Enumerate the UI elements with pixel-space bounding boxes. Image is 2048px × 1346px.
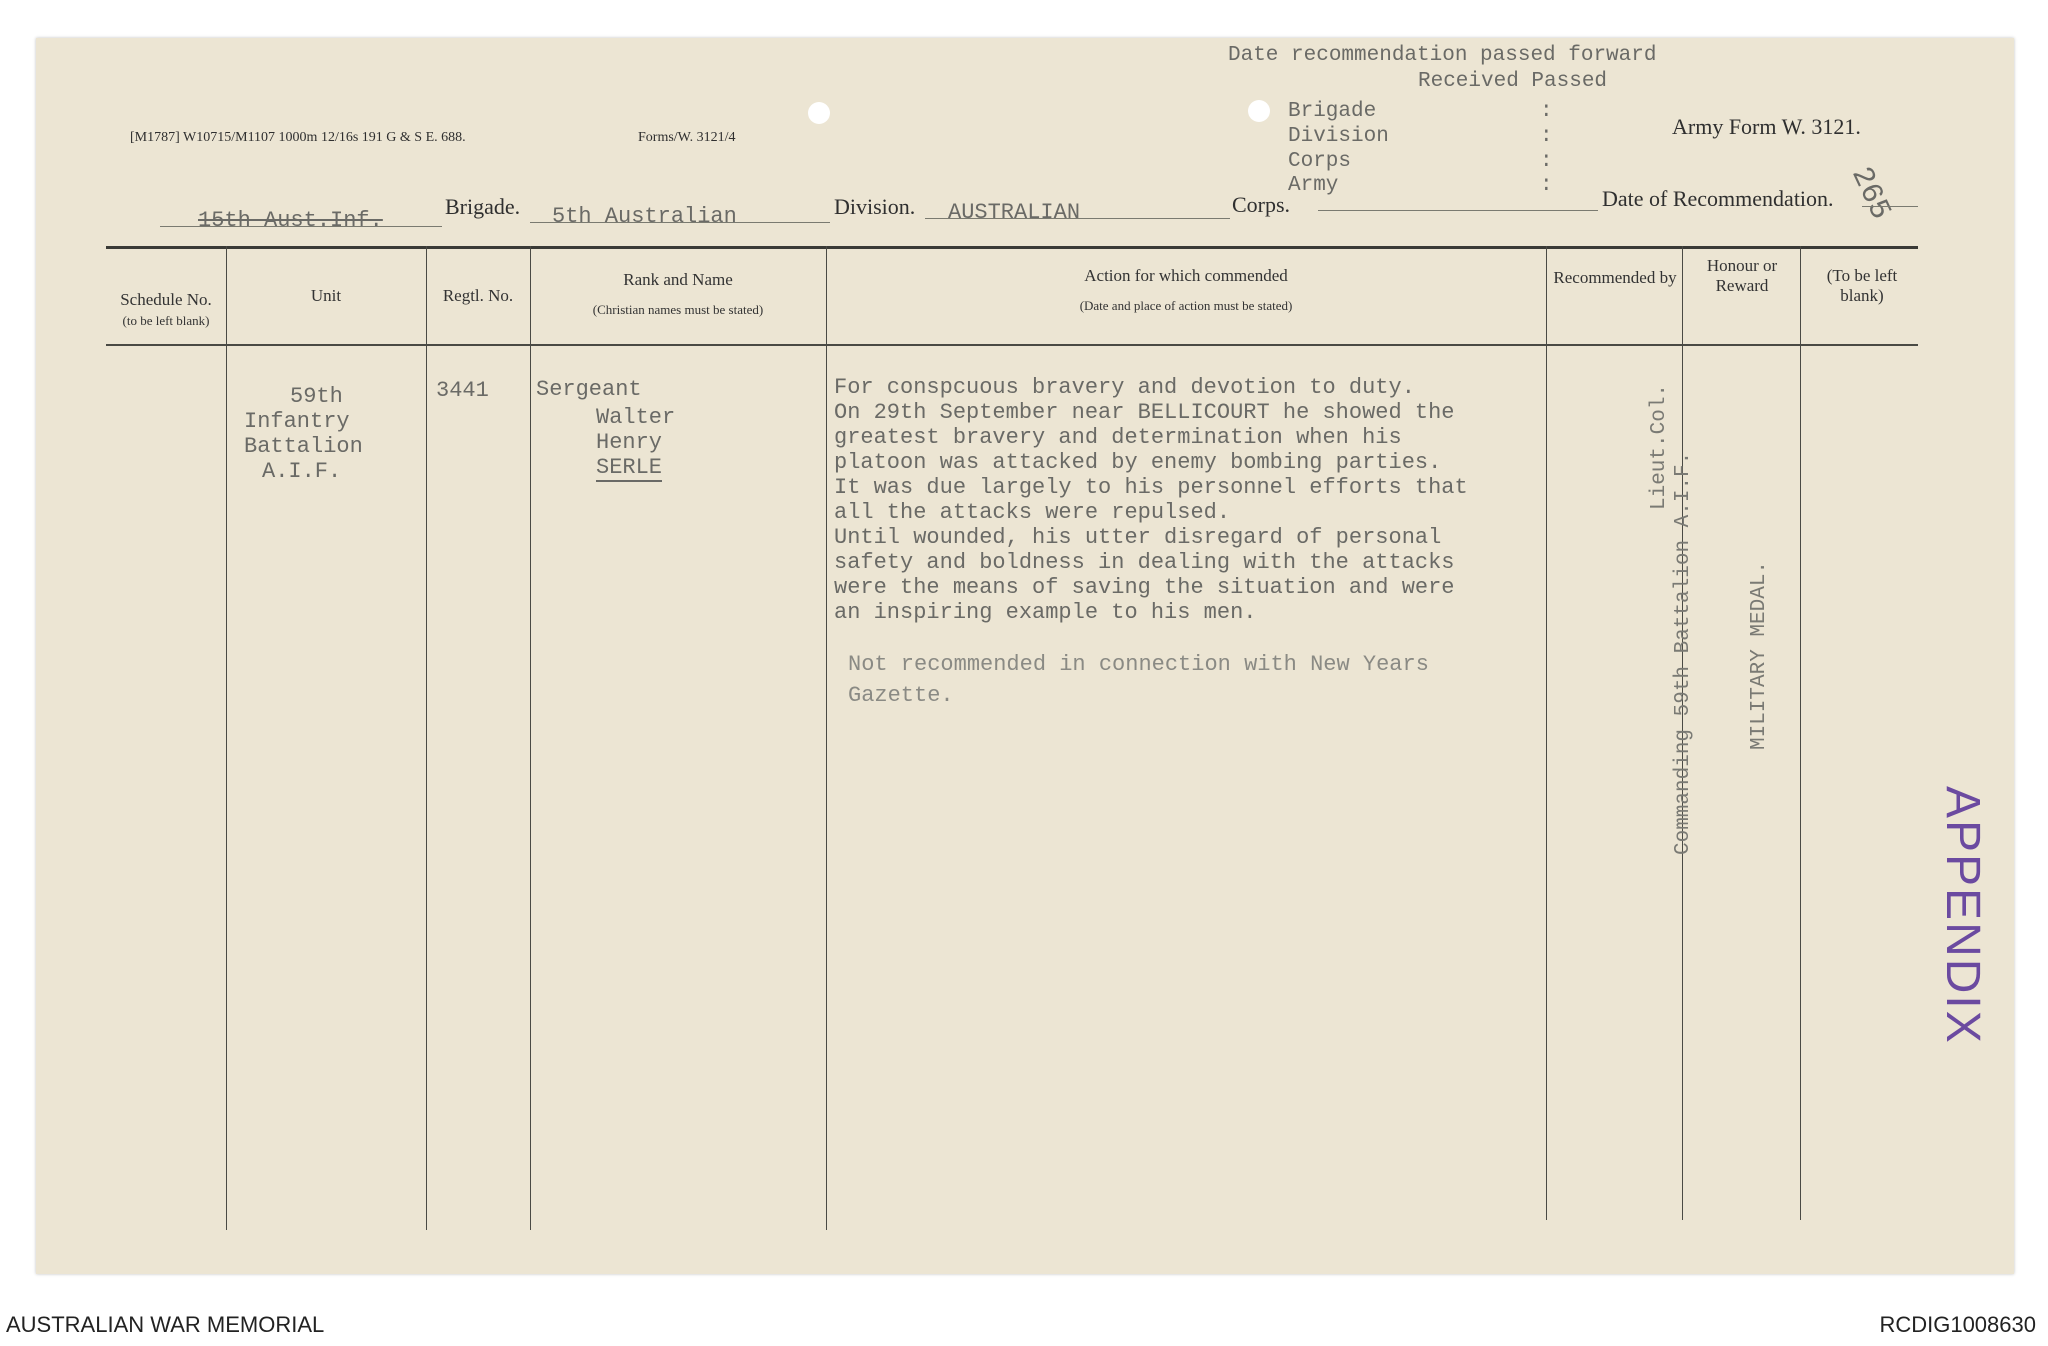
date-underline bbox=[1862, 206, 1918, 207]
print-code: [M1787] W10715/M1107 1000m 12/16s 191 G & S E. 688. bbox=[130, 130, 466, 145]
header-recommended-by: Recommended by bbox=[1553, 268, 1677, 287]
brigade-label: Brigade. bbox=[445, 194, 521, 219]
footer-right: RCDIG1008630 bbox=[1879, 1312, 2036, 1337]
level-army: Army bbox=[1288, 174, 1339, 197]
given-name: Henry bbox=[596, 430, 663, 455]
level-brigade: Brigade bbox=[1288, 100, 1377, 123]
level-colon: : bbox=[1540, 150, 1553, 173]
level-division: Division bbox=[1288, 125, 1389, 148]
brigade-underline bbox=[160, 226, 442, 227]
given-name: Walter bbox=[596, 405, 676, 430]
citation-line: platoon was attacked by enemy bombing parties. bbox=[834, 450, 1442, 475]
column-divider bbox=[1800, 246, 1801, 1220]
column-divider bbox=[1546, 246, 1547, 1220]
level-colon: : bbox=[1540, 174, 1553, 197]
level-colon: : bbox=[1540, 125, 1553, 148]
table-top-rule bbox=[106, 246, 1918, 249]
unit-line: 59th bbox=[290, 384, 343, 409]
citation-line: Until wounded, his utter disregard of personal bbox=[834, 525, 1442, 550]
punch-hole bbox=[1248, 100, 1270, 122]
surname: SERLE bbox=[596, 455, 663, 480]
unit-line: A.I.F. bbox=[262, 459, 342, 484]
citation-line: were the means of saving the situation and were bbox=[834, 575, 1455, 600]
unit-line: Infantry bbox=[244, 409, 350, 434]
page-number: 265 bbox=[1843, 162, 1897, 226]
honour-awarded: MILITARY MEDAL. bbox=[1748, 560, 1771, 750]
corps-value: AUSTRALIAN bbox=[948, 200, 1081, 225]
header-action: Action for which commended (Date and place of action must be stated) bbox=[826, 266, 1546, 316]
division-underline bbox=[530, 222, 830, 223]
header-action-note: (Date and place of action must be stated) bbox=[1079, 298, 1293, 313]
corps-label: Corps. bbox=[1232, 192, 1291, 217]
level-colon: : bbox=[1540, 100, 1553, 123]
table-header-rule bbox=[106, 344, 1918, 346]
rank: Sergeant bbox=[536, 377, 642, 402]
division-label: Division. bbox=[834, 194, 916, 219]
citation-line: safety and boldness in dealing with the attacks bbox=[834, 550, 1455, 575]
received-passed-label: Received Passed bbox=[1418, 70, 1608, 93]
citation-line: It was due largely to his personnel efforts that bbox=[834, 475, 1468, 500]
column-divider bbox=[530, 246, 531, 1230]
header-rank-and-name: Rank and Name (Christian names must be stated) bbox=[530, 270, 826, 320]
header-schedule: Schedule No. (to be left blank) bbox=[120, 290, 212, 328]
citation-line: greatest bravery and determination when his bbox=[834, 425, 1402, 450]
header-schedule-note: (to be left blank) bbox=[122, 313, 210, 328]
unit-line: Battalion bbox=[244, 434, 363, 459]
division-value: 5th Australian bbox=[552, 204, 737, 229]
column-divider bbox=[226, 246, 227, 1230]
date-of-recommendation-label: Date of Recommendation. bbox=[1602, 186, 1834, 211]
army-form-number: Army Form W. 3121. bbox=[1672, 114, 1861, 139]
header-honour-or-reward: Honour or Reward bbox=[1706, 256, 1778, 295]
forms-reference: Forms/W. 3121/4 bbox=[638, 130, 736, 145]
footer-left: AUSTRALIAN WAR MEMORIAL bbox=[6, 1312, 325, 1337]
header-rank-note: (Christian names must be stated) bbox=[592, 302, 764, 317]
citation-line: all the attacks were repulsed. bbox=[834, 500, 1231, 525]
brigade-value: 15th Aust.Inf. bbox=[198, 208, 383, 233]
level-corps: Corps bbox=[1288, 150, 1352, 173]
corps-underline bbox=[925, 218, 1230, 219]
citation-line: For conspcuous bravery and devotion to duty. bbox=[834, 375, 1415, 400]
army-underline bbox=[1318, 210, 1598, 211]
header-unit: Unit bbox=[310, 286, 342, 305]
citation-line: On 29th September near BELLICOURT he showed the bbox=[834, 400, 1455, 425]
regimental-number: 3441 bbox=[436, 378, 489, 403]
recommender-rank: Lieut.Col. bbox=[1648, 383, 1671, 510]
note-line: Not recommended in connection with New Years bbox=[848, 652, 1429, 677]
date-forward-label: Date recommendation passed forward bbox=[1228, 44, 1657, 67]
note-line: Gazette. bbox=[848, 683, 954, 708]
recommender-command: Commanding 59th Battalion A.I.F. bbox=[1672, 451, 1695, 855]
header-regtl-no: Regtl. No. bbox=[442, 286, 514, 305]
punch-hole bbox=[808, 102, 830, 124]
header-to-be-left-blank: (To be left blank) bbox=[1826, 266, 1898, 305]
column-divider bbox=[826, 246, 827, 1230]
column-divider bbox=[426, 246, 427, 1230]
citation-line: an inspiring example to his men. bbox=[834, 600, 1257, 625]
appendix-stamp: APPENDIX bbox=[1936, 786, 1989, 1045]
